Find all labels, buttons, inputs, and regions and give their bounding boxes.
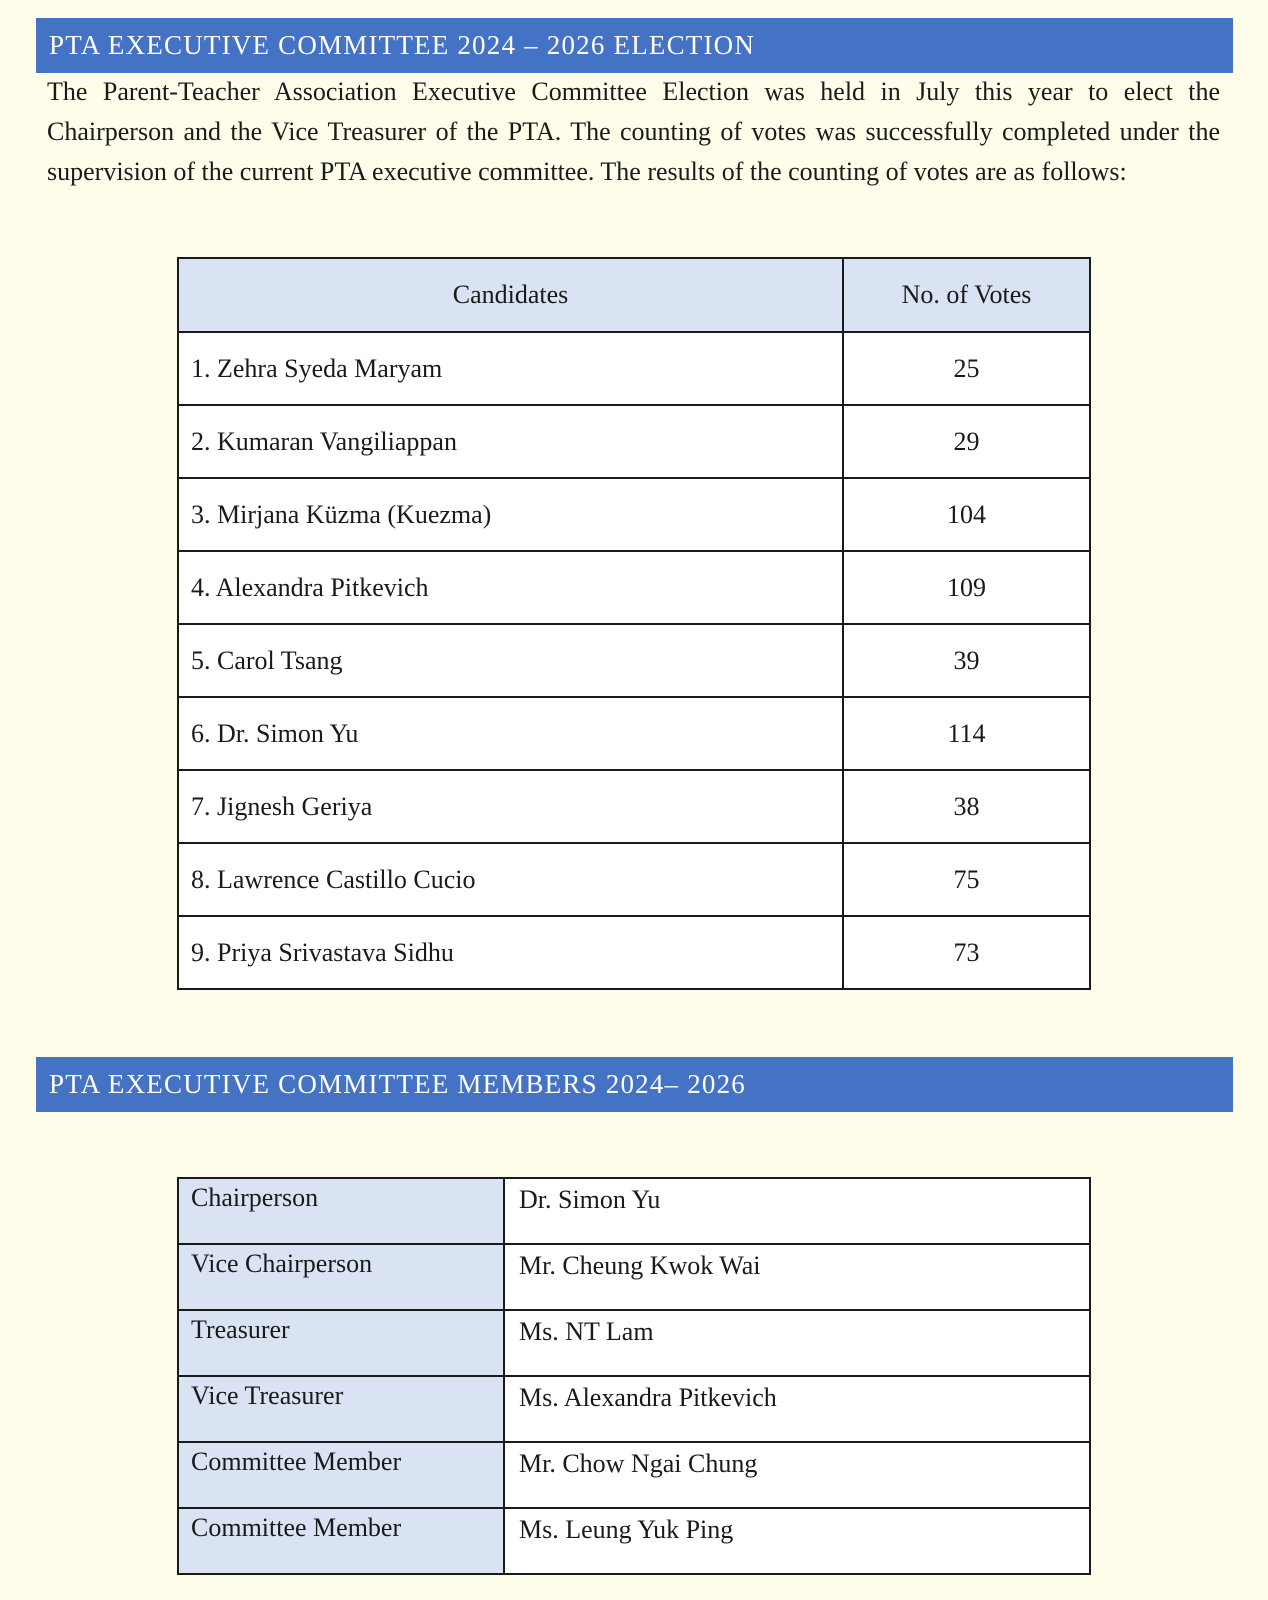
member-role: Vice Treasurer — [178, 1376, 504, 1442]
election-intro-paragraph: The Parent-Teacher Association Executive Committee Election was held in July this year to elect the Chairperson and the Vice Treasurer of the PTA. The counting of votes was successfully completed under the supervision of the current PTA executive committee. The results of the counting of votes are as follows: — [47, 77, 1220, 186]
table-row — [178, 332, 1090, 405]
table-row — [178, 1310, 1090, 1376]
candidate-name: 3. Mirjana Küzma (Kuezma) — [178, 478, 843, 551]
members-table — [177, 1177, 1091, 1575]
candidate-name: 6. Dr. Simon Yu — [178, 697, 843, 770]
member-role: Vice Chairperson — [178, 1244, 504, 1310]
table-row — [178, 624, 1090, 697]
table-row — [178, 1442, 1090, 1508]
vote-count: 104 — [843, 478, 1090, 551]
candidate-name: 2. Kumaran Vangiliappan — [178, 405, 843, 478]
table-row — [178, 551, 1090, 624]
vote-count: 25 — [843, 332, 1090, 405]
table-row — [178, 697, 1090, 770]
candidate-name: 8. Lawrence Castillo Cucio — [178, 843, 843, 916]
member-name: Ms. Leung Yuk Ping — [504, 1508, 1090, 1574]
table-row — [178, 1178, 1090, 1244]
vote-count: 38 — [843, 770, 1090, 843]
table-row — [178, 405, 1090, 478]
candidate-name: 1. Zehra Syeda Maryam — [178, 332, 843, 405]
candidates-column-header: Candidates — [178, 258, 843, 332]
vote-count: 39 — [843, 624, 1090, 697]
table-row — [178, 770, 1090, 843]
member-name: Ms. Alexandra Pitkevich — [504, 1376, 1090, 1442]
member-name: Dr. Simon Yu — [504, 1178, 1090, 1244]
election-section-banner: PTA EXECUTIVE COMMITTEE 2024 – 2026 ELECTION — [36, 18, 1233, 73]
members-section-banner: PTA EXECUTIVE COMMITTEE MEMBERS 2024– 2026 — [36, 1057, 1233, 1112]
vote-count: 75 — [843, 843, 1090, 916]
table-row — [178, 1244, 1090, 1310]
member-role: Chairperson — [178, 1178, 504, 1244]
table-row — [178, 478, 1090, 551]
candidate-name: 4. Alexandra Pitkevich — [178, 551, 843, 624]
table-row — [178, 1508, 1090, 1574]
member-role: Committee Member — [178, 1508, 504, 1574]
votes-table-header-row — [178, 258, 1090, 332]
vote-count: 109 — [843, 551, 1090, 624]
vote-count: 114 — [843, 697, 1090, 770]
vote-count: 73 — [843, 916, 1090, 989]
member-name: Ms. NT Lam — [504, 1310, 1090, 1376]
member-role: Committee Member — [178, 1442, 504, 1508]
vote-count: 29 — [843, 405, 1090, 478]
table-row — [178, 1376, 1090, 1442]
candidate-name: 7. Jignesh Geriya — [178, 770, 843, 843]
votes-column-header: No. of Votes — [843, 258, 1090, 332]
table-row — [178, 916, 1090, 989]
member-role: Treasurer — [178, 1310, 504, 1376]
votes-table — [177, 257, 1091, 990]
candidate-name: 5. Carol Tsang — [178, 624, 843, 697]
member-name: Mr. Chow Ngai Chung — [504, 1442, 1090, 1508]
member-name: Mr. Cheung Kwok Wai — [504, 1244, 1090, 1310]
candidate-name: 9. Priya Srivastava Sidhu — [178, 916, 843, 989]
table-row — [178, 843, 1090, 916]
